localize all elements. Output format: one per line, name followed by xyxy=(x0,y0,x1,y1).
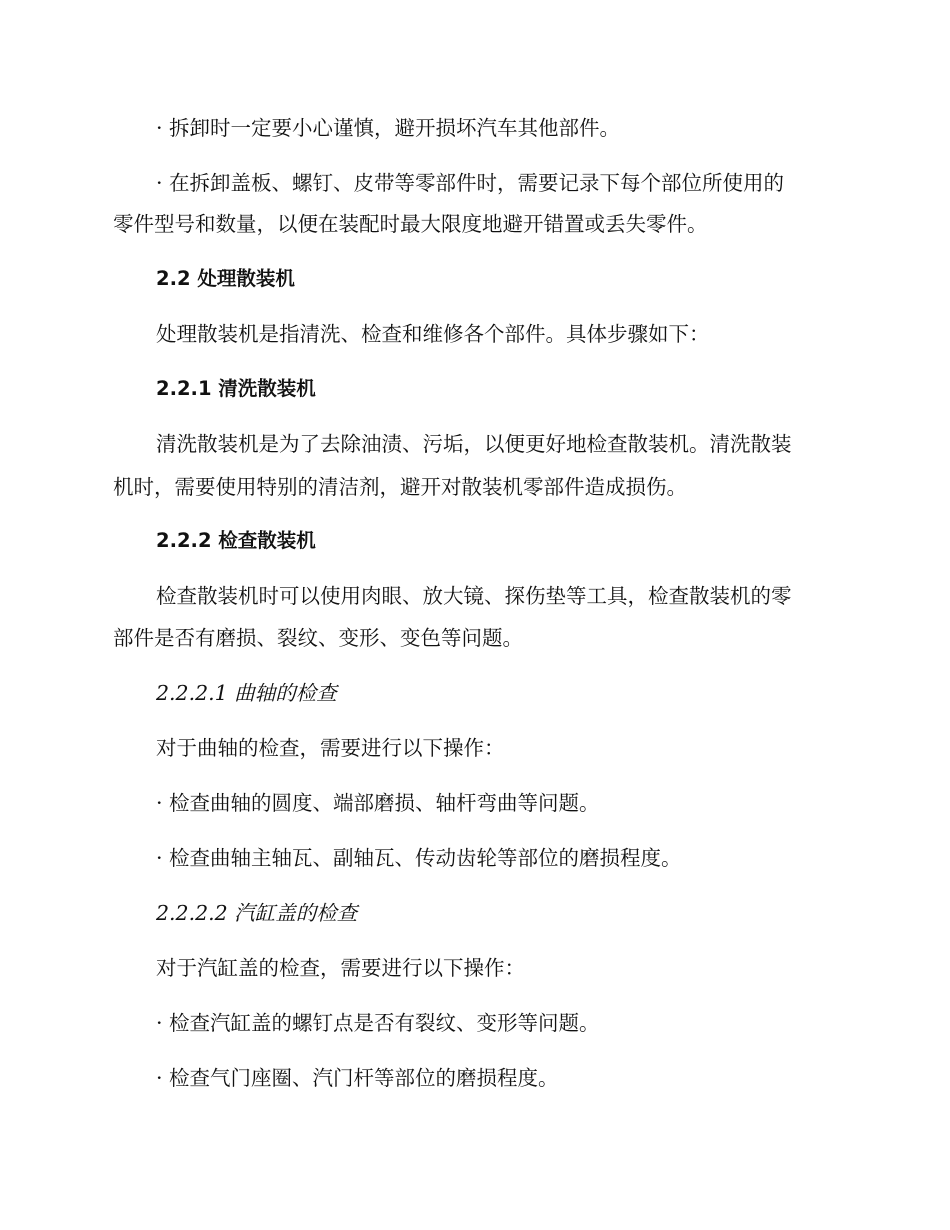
paragraph-line: 清洗散装机是为了去除油渍、污垢，以便更好地检查散装机。清洗散装 xyxy=(156,432,792,456)
paragraph-line: 机时，需要使用特别的清洁剂，避开对散装机零部件造成损伤。 xyxy=(113,475,687,499)
subsubsection-heading: 2.2.2.2 汽缸盖的检查 xyxy=(156,901,358,925)
paragraph-line: 对于汽缸盖的检查，需要进行以下操作： xyxy=(156,956,525,980)
bullet-line: · 检查气门座圈、汽门杆等部位的磨损程度。 xyxy=(156,1066,559,1090)
bullet-line: · 拆卸时一定要小心谨慎，避开损坏汽车其他部件。 xyxy=(156,116,621,140)
paragraph-line: 对于曲轴的检查，需要进行以下操作： xyxy=(156,736,505,760)
paragraph-line: 零件型号和数量，以便在装配时最大限度地避开错置或丢失零件。 xyxy=(113,212,708,236)
bullet-line: · 检查汽缸盖的螺钉点是否有裂纹、变形等问题。 xyxy=(156,1011,600,1035)
paragraph-line: 检查散装机时可以使用肉眼、放大镜、探伤垫等工具，检查散装机的零 xyxy=(156,584,792,608)
bullet-line: · 检查曲轴的圆度、端部磨损、轴杆弯曲等问题。 xyxy=(156,791,600,815)
bullet-line: · 在拆卸盖板、螺钉、皮带等零部件时，需要记录下每个部位所使用的 xyxy=(156,171,785,195)
paragraph-line: 处理散装机是指清洗、检查和维修各个部件。具体步骤如下： xyxy=(156,322,710,346)
subsection-heading: 2.2.1 清洗散装机 xyxy=(156,377,316,400)
paragraph-line: 部件是否有磨损、裂纹、变形、变色等问题。 xyxy=(113,626,523,650)
subsection-heading: 2.2.2 检查散装机 xyxy=(156,529,316,552)
subsubsection-heading: 2.2.2.1 曲轴的检查 xyxy=(156,681,337,705)
section-heading: 2.2 处理散装机 xyxy=(156,267,295,290)
bullet-line: · 检查曲轴主轴瓦、副轴瓦、传动齿轮等部位的磨损程度。 xyxy=(156,846,682,870)
